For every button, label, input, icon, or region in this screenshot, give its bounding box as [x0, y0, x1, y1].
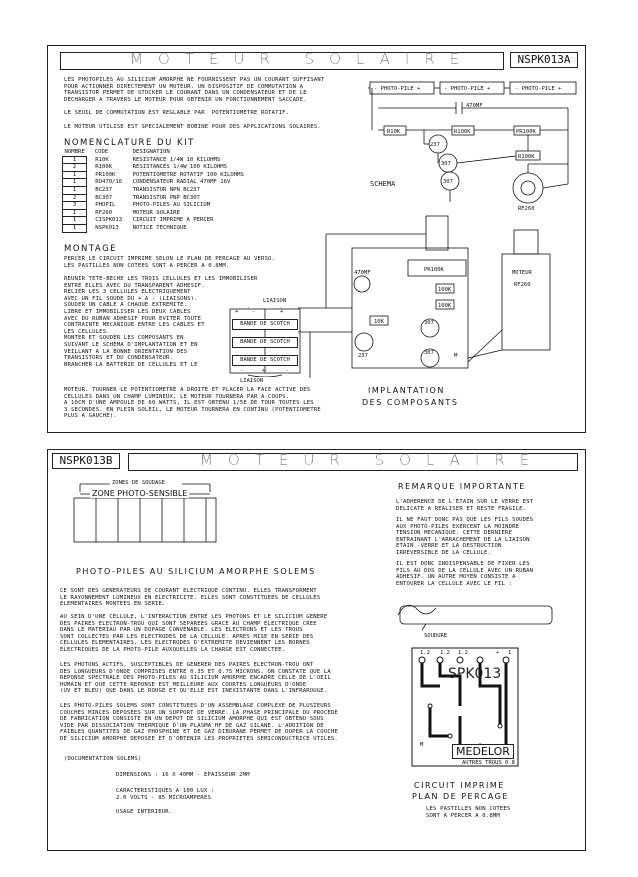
kit-qty: 3 — [63, 202, 87, 210]
kit-row — [63, 164, 246, 172]
kit-designation: TRANSISTOR NPN BC237 — [132, 186, 201, 193]
remarque-text-3: IL EST DONC INDISPENSABLE DE FIXER LES FILS AU DOS DE LA CELLULE AVEC UN RUBAN ADHESIF. UN AUTRE MOYEN CONSISTE A ENTOURER LA CELLULE AVEC LE FIL : — [396, 561, 534, 587]
ci-caption-2: PLAN DE PERCAGE — [412, 792, 509, 801]
pcb-pin-1: 1.2 — [420, 650, 430, 656]
kit-row — [63, 171, 246, 179]
cell-plus-1: + — [235, 309, 239, 315]
kit-code: PR100K — [95, 171, 116, 178]
pcb-pin-2: 1.2 — [440, 650, 450, 656]
pcb-holes: AUTRES TROUS 0.8 — [462, 760, 515, 766]
remarque-heading: REMARQUE IMPORTANTE — [398, 482, 526, 491]
kit-col-nombre: NOMBRE — [64, 149, 85, 155]
kit-table — [62, 149, 246, 233]
impl-t307-2: 307 — [424, 350, 434, 356]
impl-cap: 470MF — [354, 270, 371, 276]
liaison-label-top: LIAISON — [263, 298, 287, 304]
cell-plus-2: + — [280, 309, 284, 315]
schema-photo-pile-2: - PHOTO-PILE + — [444, 86, 491, 92]
cell-plus-3: + — [262, 368, 266, 374]
top-title: MOTEUR SOLAIRE — [130, 50, 475, 68]
solems-para-1: CE SONT DES GENERATEURS DE COURANT ELECTRIQUE CONTINU. ELLES TRANSFORMENT LE RAYONNEMENT LUMINEUX EN ELECTRICITE. ELLES SONT CONSTITUEES DE CELLULES ELEMENTAIRES MONTEES EN SERIE. — [60, 588, 321, 608]
schema-t307-2: 307 — [443, 179, 453, 185]
solems-dims: DIMENSIONS : 16 X 40MM - EPAISSEUR 2MM — [116, 772, 250, 778]
schema-r10k: R10K — [387, 129, 401, 135]
bottom-ref: NSPK013B — [52, 453, 120, 469]
kit-row — [63, 217, 246, 225]
impl-t237: 237 — [358, 353, 368, 359]
kit-designation: MOTEUR SOLAIRE — [132, 209, 180, 216]
solems-para-4: LES PHOTO-PILES SOLEMS SONT CONSTITUEES D'UN ASSEMBLAGE COMPLEXE DE PLUSIEURS COUCHES MINCES DEPOSEES SUR UN SUPPORT DE VERRE. LA PHASE PRINCIPALE DU PROCEDE DE FABRICATION CONSISTE EN UN DEPOT DE SILICIUM AMORPHE QUI EST OBTENU SOUS VIDE PAR DISSOCIATION THERMIQUE D'UN PLASMA HF DE GAZ SILANE. L'ADDITION DE FAIBLES QUANTITES DE GAZ PHOSPHINE ET DE GAZ DIBORANE PERMET DE DOPER LA COUCHE DE SILICIUM AMORPHE DEPOSEE ET D'OBTENIR LES PROPRIETES SEMICONDUCTRICE UTILES. — [60, 703, 338, 742]
ci-note: LES PASTILLES NON COTEES SONT A PERCER A 0.8MM — [426, 806, 511, 819]
kit-row — [63, 179, 246, 187]
kit-code: R100K — [95, 164, 113, 171]
kit-code: CISPK013 — [95, 217, 123, 224]
kit-qty: 1 — [63, 156, 87, 164]
solems-heading: PHOTO-PILES AU SILICIUM AMORPHE SOLEMS — [76, 567, 316, 576]
kit-code: NSPK013 — [95, 224, 119, 231]
kit-qty: 2 — [63, 194, 87, 202]
impl-caption-1: IMPLANTATION — [368, 386, 445, 395]
soudure-diagram — [396, 596, 556, 640]
kit-code: BC237 — [95, 186, 113, 193]
montage-text-1: PERCER LE CIRCUIT IMPRIME SELON LE PLAN DE PERCAGE AU VERSO. LES PASTILLES NON COTEES SONT A PERCER A 0.8MM. — [64, 256, 276, 269]
pcb-label: SPK013 — [448, 666, 502, 682]
schema-label: SCHEMA — [370, 180, 396, 188]
solems-usage: USAGE INTERIEUR. — [116, 809, 173, 815]
top-ref: NSPK013A — [510, 52, 578, 68]
kit-designation: POTENTIOMETRE ROTATIF 100 KILOHMS — [132, 171, 244, 178]
kit-designation: TRANSISTOR PNP BC307 — [132, 194, 201, 201]
top-seuil: LE SEUIL DE COMMUTATION EST REGLABLE PAR POTENTIOMETRE ROTATIF. — [64, 110, 290, 116]
solems-para-3: LES PHOTONS ACTIFS, SUSCEPTIBLES DE GENERER DES PAIRES ELECTRON-TROU ONT DES LONGUEURS D'ONDE COMPRISES ENTRE 0.35 ET 0.75 MICRONS. ON CONSTATE QUE LA REPONSE SPECTRALE DES PHOTO-PILES AU SILICIUM AMORPHE ENCADRE CELLE DE L'OEIL HUMAIN ET QUE CETTE REPONSE EST MEILLEURE AUX COURTES LONGUEURS D'ONDE (UV ET BLEU) QUE DANS LE ROUGE ET QU'ELLE EST INEXISTANTE DANS L'INFRAROUGE. — [60, 662, 331, 695]
montage-heading: MONTAGE — [64, 244, 118, 254]
implantation-diagram — [298, 212, 580, 384]
cell-zone-diagram — [70, 478, 220, 544]
impl-pr100k: PR100K — [424, 267, 444, 273]
kit-qty: 1 — [63, 171, 87, 179]
remarque-text-1: L'ADHERENCE DE L'ETAIN SUR LE VERRE EST DELICATE A REALISER ET RESTE FRAGILE. — [396, 499, 534, 512]
cell-minus-1: - — [252, 309, 256, 315]
ci-caption-1: CIRCUIT IMPRIME — [414, 781, 505, 790]
kit-qty: 1 — [63, 217, 87, 225]
kit-designation: NOTICE TECHNIQUE — [132, 224, 187, 231]
kit-designation: RESISTANCES 1/4W 100 KILOHMS — [132, 164, 227, 171]
impl-r10k: 10K — [374, 319, 384, 325]
kit-qty: 1 — [63, 224, 87, 232]
kit-code: PHOPIL — [95, 202, 116, 209]
pcb-m: M — [420, 742, 424, 748]
solems-para-2: AU SEIN D'UNE CELLULE, L'INTERACTION ENTRE LES PHOTONS ET LE SILICIUM GENERE DES PAIRES ELECTRON-TROU QUI SONT SEPAREES GRACE AU CHAMP ELECTRIQUE CREE DANS LE MATERIAU PAR UN DOPAGE CONVENABLE. LES ELECTRONS ET LES TROUS SONT COLLECTES PAR LES ELECTRODES DE LA CELLULE. APRES MISE EN SERIE DES CELLULES ELEMENTAIRES, LES ELECTRODES D'EXTREMITE DEVIENNENT LES BORNES ELECTRIQUES DE LA PHOTO-PILE AUXQUELLES LA CHARGE EST CONNECTEE. — [60, 614, 328, 653]
schema-t307-1: 307 — [441, 161, 451, 167]
kit-row — [63, 186, 246, 194]
kit-designation: RESISTANCE 1/4W 10 KILOHMS — [132, 156, 221, 163]
kit-code: BC307 — [95, 194, 113, 201]
impl-r100k-1: 100K — [438, 287, 452, 293]
impl-rf260: RF260 — [514, 282, 531, 288]
schema-pr100k: PR100K — [516, 129, 536, 135]
pcb-pin-3: 1.2 — [458, 650, 468, 656]
solems-carac: CARACTERISTIQUES A 100 LUX : 2.0 VOLTS - 85 MICROAMPERES — [116, 788, 215, 801]
schema-photo-pile-3: - PHOTO-PILE + — [515, 86, 562, 92]
pcb-pin-4: 1 — [508, 650, 512, 656]
kit-col-code: CODE — [94, 149, 109, 156]
impl-r100k-2: 100K — [438, 303, 452, 309]
schema-r100k: R100K — [454, 129, 471, 135]
cell-minus-3: - — [285, 368, 289, 374]
kit-row — [63, 224, 246, 232]
liaison-label-bottom: LIAISON — [240, 378, 264, 384]
kit-designation: CIRCUIT IMPRIME A PERCER — [132, 217, 214, 224]
soudure-label: SOUDURE — [424, 633, 448, 639]
kit-code: RO470/16 — [95, 179, 123, 186]
cell-minus-2: - — [240, 368, 244, 374]
impl-m: M — [454, 353, 458, 359]
impl-moteur: MOTEUR — [512, 270, 532, 276]
kit-col-designation: DESIGNATION — [132, 149, 170, 156]
schema-motor: RF260 — [518, 206, 535, 212]
montage-text-2: REUNIR TETE-BECHE LES TROIS CELLULES ET LES IMMOBILISER ENTRE ELLES AVEC DU TRANSPARENT ADHESIF. RELIER LES 3 CELLULES ELECTRIQUEMENT AVEC UN FIL SOUDE DU + A - (LIAISONS). SOUDER UN CABLE A CHAQUE EXTREMITE. LIBRE ET IMMOBILISER LES DEUX CABLES AVEC DU RUBAN ADHESIF POUR EVITER TOUTE CONTRAINTE MECANIQUE ENTRE LES CABLES ET LES CELLULES. MONTER ET SOUDER LES COMPOSANTS EN SUIVANT LE SCHEMA D'IMPLANTATION ET EN VEILLANT A LA BONNE ORIENTATION DES TRANSISTORS ET DU CONDENSATEUR. BRANCHER LA BATTERIE DE CELLULES ET LE — [64, 276, 258, 368]
kit-code: RF260 — [95, 209, 113, 216]
remarque-text-2: IL NE FAUT DONC PAS QUE LES FILS SOUDES AUX PHOTO-PILES EXERCENT LA MOINDRE TENSION MECANIQUE. CETTE DERNIERE ENTRAINANT L'ARRACHEMENT DE LA LIAISON ETAIN -VERRE ET LA DESTRUCTION IRREVERSIBLE DE LA CELLULE. — [396, 517, 534, 556]
schema-r100k-2: R100K — [518, 154, 535, 160]
schema-t237: 237 — [430, 142, 440, 148]
pcb-plus: + — [496, 650, 500, 656]
top-moteur-note: LE MOTEUR UTILISE EST SPECIALEMENT BOBINE POUR DES APPLICATIONS SOLAIRES. — [64, 124, 321, 130]
bottom-title: MOTEUR SOLAIRE — [200, 451, 545, 469]
montage-text-3: MOTEUR. TOURNER LE POTENTIOMETRE A DROITE ET PLACER LA FACE ACTIVE DES CELLULES DANS UN CHAMP LUMINEUX, LE MOTEUR TOURNERA PAR A-COUPS. A 10CM D'UNE AMPOULE DE 60 WATTS, IL EST OBTENU 1/5E DE TOUR TOUTES LES 3 SECONDES. EN PLEIN SOLEIL, LE MOTEUR TOURNERA EN CONTINU (POTENTIOMETRE PLUS A GAUCHE). — [64, 387, 321, 420]
schema-diagram — [368, 74, 580, 214]
kit-designation: PHOTO-PILES AU SILICIUM — [132, 202, 211, 209]
kit-row — [63, 156, 246, 164]
bande-scotch-3: BANDE DE SCOTCH — [232, 355, 298, 366]
kit-row — [63, 202, 246, 210]
kit-code: R10K — [95, 156, 109, 163]
kit-qty: 2 — [63, 164, 87, 172]
kit-qty: 1 — [63, 209, 87, 217]
impl-caption-2: DES COMPOSANTS — [362, 398, 459, 407]
schema-photo-pile-1: - PHOTO-PILE + — [374, 86, 421, 92]
bande-scotch-1: BANDE DE SCOTCH — [232, 319, 298, 330]
top-intro: LES PHOTOPILES AU SILICIUM AMORPHE NE FOURNISSENT PAS UN COURANT SUFFISANT POUR ACTIONNER DIRECTEMENT UN MOTEUR. UN DISPOSITIF DE COMMUTATION A TRANSISTOR PERMET DE STOCKER LE COURANT DANS UN CONDENSATEUR ET DE LE DECHARGER A TRAVERS LE MOTEUR POUR OBTENIR UN FONCTIONNEMENT SACCADE. — [64, 77, 325, 103]
schema-cap-label: 470MF — [466, 103, 483, 109]
bande-scotch-2: BANDE DE SCOTCH — [232, 337, 298, 348]
impl-t307-1: 307 — [424, 320, 434, 326]
kit-qty: 1 — [63, 179, 87, 187]
kit-row — [63, 209, 246, 217]
kit-heading: NOMENCLATURE DU KIT — [64, 138, 195, 148]
zone-photo-sensible-label: ZONE PHOTO-SENSIBLE — [92, 489, 188, 498]
solems-doc: (DOCUMENTATION SOLEMS) — [64, 756, 142, 762]
kit-row — [63, 194, 246, 202]
pcb-brand: MEDELOR — [452, 744, 514, 759]
zones-soudage-label: ZONES DE SOUDAGE — [112, 480, 165, 486]
kit-qty: 1 — [63, 186, 87, 194]
kit-designation: CONDENSATEUR RADIAL 470MF 16V — [132, 179, 231, 186]
